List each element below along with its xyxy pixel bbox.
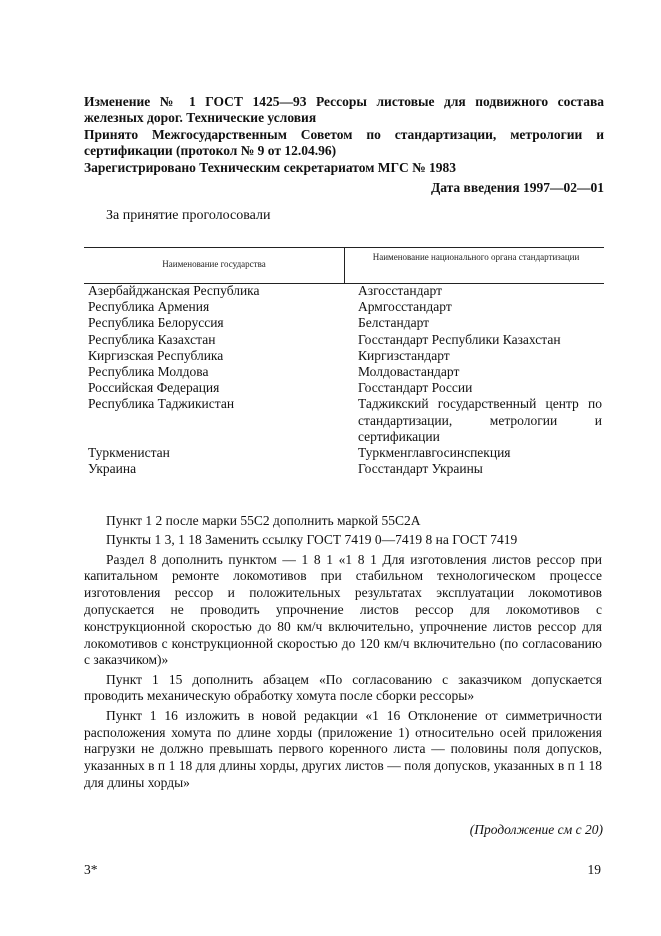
table-cell-body: Белстандарт xyxy=(358,315,430,331)
amendment-title: Изменение № 1 ГОСТ 1425—93 Рессоры листовые для подвижного состава железных дорог. Технические условия xyxy=(84,94,604,125)
table-cell-state: Киргизская Республика xyxy=(88,347,224,363)
table-header-body: Наименование национального органа стандартизации xyxy=(372,252,580,262)
table-states-column xyxy=(88,283,338,477)
table-cell-state: Азербайджанская Республика xyxy=(88,283,260,298)
paragraph-clause-1-15: Пункт 1 15 дополнить абзацем «По согласованию с заказчиком допускается проводить механическую обработку хомута после сборки рессоры» xyxy=(84,671,602,704)
table-cell-state: Туркменистан xyxy=(88,445,170,461)
page-number: 19 xyxy=(587,862,601,877)
continuation-note: (Продолжение см с 20) xyxy=(469,822,603,837)
paragraph-clause-1-2: Пункт 1 2 после марки 55С2 дополнить маркой 55С2А xyxy=(106,513,421,528)
table-cell-body: Госстандарт Украины xyxy=(358,461,483,477)
table-cell-body: Молдовастандарт xyxy=(358,364,460,380)
table-cell-body: Туркменглавгосинспекция xyxy=(358,445,511,461)
table-cell-body: Таджикский государственный центр по стандартизации, метрологии и сертификации xyxy=(358,396,602,444)
table-cell-state: Республика Армения xyxy=(88,299,210,315)
amendment-body xyxy=(84,513,602,794)
voting-intro: За принятие проголосовали xyxy=(106,208,271,223)
table-cell-body: Азгосстандарт xyxy=(358,283,442,298)
paragraph-clauses-1-3: Пункты 1 3, 1 18 Заменить ссылку ГОСТ 7419 0—7419 8 на ГОСТ 7419 xyxy=(106,532,518,548)
effective-date: Дата введения 1997—02—01 xyxy=(430,180,604,195)
table-bodies-column xyxy=(358,283,602,477)
table-column-divider xyxy=(344,247,345,283)
table-cell-body: Киргизстандарт xyxy=(358,347,450,363)
paragraph-section-8: Раздел 8 дополнить пунктом — 1 8 1 «1 8 1 Для изготовления листов рессор при капитальном ремонте локомотивов при стабильном технологическом процессе изготовления рессор и положительных результатах эксплуатации локомотивов допускается не проводить упрочнение листов рессор для локомотивов с конструкционной скоростью до 80 км/ч включительно, упрочнение листов рессор для локомотивов с конструкционной скоростью до 120 км/ч включительно (по согласованию с заказчиком)» xyxy=(84,551,602,668)
table-cell-body: Госстандарт Республики Казахстан xyxy=(358,331,561,347)
table-cell-body: Армгосстандарт xyxy=(358,299,452,315)
footer-mark: 3* xyxy=(84,862,98,877)
table-cell-state: Республика Молдова xyxy=(88,364,209,380)
adoption-note: Принято Межгосударственным Советом по стандартизации, метрологии и сертификации (протокол № 9 от 12.04.96) xyxy=(84,127,604,158)
table-header-state: Наименование государства xyxy=(162,259,266,269)
table-cell-body: Госстандарт России xyxy=(358,380,473,396)
paragraph-clause-1-16: Пункт 1 16 изложить в новой редакции «1 16 Отклонение от симметричности расположения хомута по длине хорды (приложение 1) относительно осей приложения нагрузки не должно превышать первого коренного листа — половины поля допусков, указанных в п 1 18 для длины хорды, других листов — поля допусков, указанных в п 1 18 для длины хорды» xyxy=(84,707,602,790)
table-cell-state: Республика Белоруссия xyxy=(88,315,224,331)
table-cell-state: Республика Казахстан xyxy=(88,331,216,347)
registration-note: Зарегистрировано Техническим секретариатом МГС № 1983 xyxy=(84,160,457,175)
table-cell-state: Российская Федерация xyxy=(88,380,220,396)
table-cell-state: Республика Таджикистан xyxy=(88,396,235,412)
table-cell-state: Украина xyxy=(88,461,137,477)
